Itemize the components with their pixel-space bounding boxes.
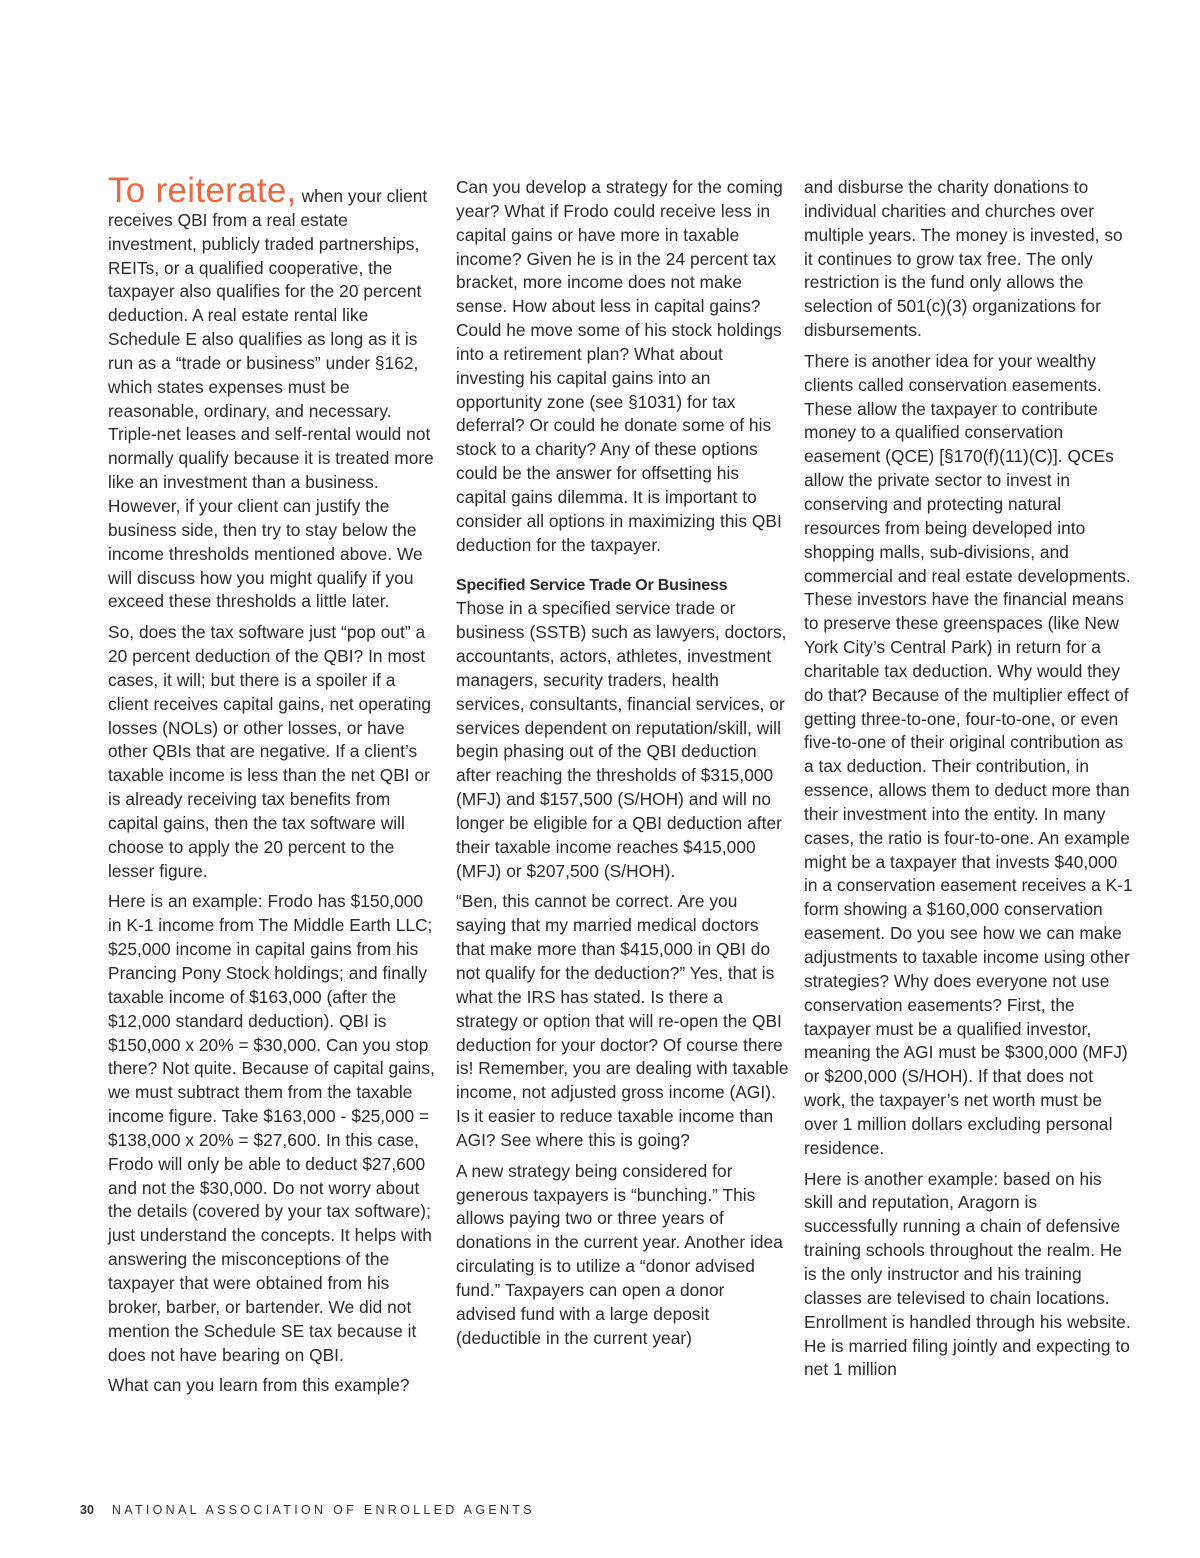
paragraph: Here is an example: Frodo has $150,000 in K-1 income from The Middle Earth LLC; $25,000 income in capital gains from his Prancing Pony Stock holdings; and finally taxable income of $163,000 (after the $12,000 standard deduction). QBI is $150,000 x 20% = $30,000. Can you stop there? Not quite. Because of capital gains, we must subtract them from the taxable income figure. Take $163,000 - $25,000 = $138,000 x 20% = $27,600. In this case, Frodo will only be able to deduct $27,600 and not the $30,000. Do not worry about the details (covered by your tax software); just understand the concepts. It helps with answering the misconceptions of the taxpayer that were obtained from his broker, barber, or bartender. We did not mention the Schedule SE tax because it does not have bearing on QBI. <box>108 891 435 1365</box>
paragraph: What can you learn from this example? <box>108 1375 410 1396</box>
page-number: 30 <box>80 1503 94 1517</box>
paragraph: A new strategy being considered for generous taxpayers is “bunching.” This allows paying two or three years of donations in the current year. Another idea circulating is to utilize a “donor advised fund.” Taxpayers can open a donor advised fund with a large deposit (deductible in the current year) <box>456 1160 783 1348</box>
paragraph-text: when your client receives QBI from a real estate investment, publicly traded partnerships, REITs, or a qualified cooperative, the taxpayer also qualifies for the 20 percent deduction. A real estate rental like Schedule E also qualifies as long as it is run as a “trade or business” under §162, which states expenses must be reasonable, ordinary, and necessary. Triple-net leases and self-rental would not normally qualify because it is treated more like an investment than a business. However, if your client can justify the business side, then try to stay below the income thresholds mentioned above. We will discuss how you might qualify if you exceed these thresholds a little later. <box>108 186 434 612</box>
paragraph: There is another idea for your wealthy clients called conservation easements. These allow the taxpayer to contribute money to a qualified conservation easement (QCE) [§170(f)(11)(C)]. QCEs allow the private sector to invest in conserving and protecting natural resources from being developed into shopping malls, sub-divisions, and commercial and real estate developments. These investors have the financial means to preserve these greenspaces (like New York City’s Central Park) in return for a charitable tax deduction. Why would they do that? Because of the multiplier effect of getting three-to-one, four-to-one, or even five-to-one of their original contribution as a tax deduction. Their contribution, in essence, allows them to deduct more than their investment into the entity. In many cases, the ratio is four-to-one. An example might be a taxpayer that invests $40,000 in a conservation easement receives a K-1 form showing a $160,000 conservation easement. Do you see how we can make adjustments to taxable income using other strategies? Why does everyone not use conservation easements? First, the taxpayer must be a qualified investor, meaning the AGI must be $300,000 (MFJ) or $200,000 (S/HOH). If that does not work, the taxpayer’s net worth must be over 1 million dollars excluding personal residence. <box>804 350 1133 1158</box>
page-footer <box>80 1503 535 1517</box>
paragraph: “Ben, this cannot be correct. Are you saying that my married medical doctors that make more than $415,000 in QBI do not qualify for the deduction?” Yes, that is what the IRS has stated. Is there a strategy or option that will re-open the QBI deduction for your doctor? Of course there is! Remember, you are dealing with taxable income, not adjusted gross income (AGI). Is it easier to reduce taxable income than AGI? See where this is going? <box>456 891 789 1150</box>
paragraph: and disburse the charity donations to individual charities and churches over multiple years. The money is invested, so it continues to grow tax free. The only restriction is the fund only allows the selection of 501(c)(3) organizations for disbursements. <box>804 177 1123 341</box>
publication-name: NATIONAL ASSOCIATION OF ENROLLED AGENTS <box>111 1503 535 1517</box>
paragraph <box>108 171 438 614</box>
paragraph: So, does the tax software just “pop out” a 20 percent deduction of the QBI? In most cases, it will; but there is a spoiler if a client receives capital gains, net operating losses (NOLs) or other losses, or have other QBIs that are negative. If a client’s taxable income is less than the net QBI or is already receiving tax benefits from capital gains, then the tax software will choose to apply the 20 percent to the lesser figure. <box>108 622 432 881</box>
lead-in-heading: To reiterate, <box>108 171 297 210</box>
article-column-1 <box>108 171 438 1405</box>
paragraph: Those in a specified service trade or business (SSTB) such as lawyers, doctors, accountants, actors, athletes, investment managers, security traders, health services, consultants, financial services, or services dependent on reputation/skill, will begin phasing out of the QBI deduction after reaching the thresholds of $315,000 (MFJ) and $157,500 (S/HOH) and will no longer be eligible for a QBI deduction after their taxable income reaches $415,000 (MFJ) or $207,500 (S/HOH). <box>456 598 787 881</box>
paragraph: Can you develop a strategy for the coming year? What if Frodo could receive less in capital gains or have more in taxable income? Given he is in the 24 percent tax bracket, more income does not make sense. How about less in capital gains? Could he move some of his stock holdings into a retirement plan? What about investing his capital gains into an opportunity zone (see §1031) for tax deferral? Or could he donate some of his stock to a charity? Any of these options could be the answer for offsetting his capital gains dilemma. It is important to consider all options in maximizing this QBI deduction for the taxpayer. <box>456 177 783 555</box>
paragraph: Here is another example: based on his skill and reputation, Aragorn is successfully running a chain of defensive training schools throughout the realm. He is the only instructor and his training classes are televised to chain locations. Enrollment is handled through his website. He is married filing jointly and expecting to net 1 million <box>804 1168 1131 1380</box>
article-column-2 <box>456 176 789 1358</box>
article-column-3 <box>804 176 1134 1389</box>
section-subheading: Specified Service Trade Or Business <box>456 576 728 594</box>
